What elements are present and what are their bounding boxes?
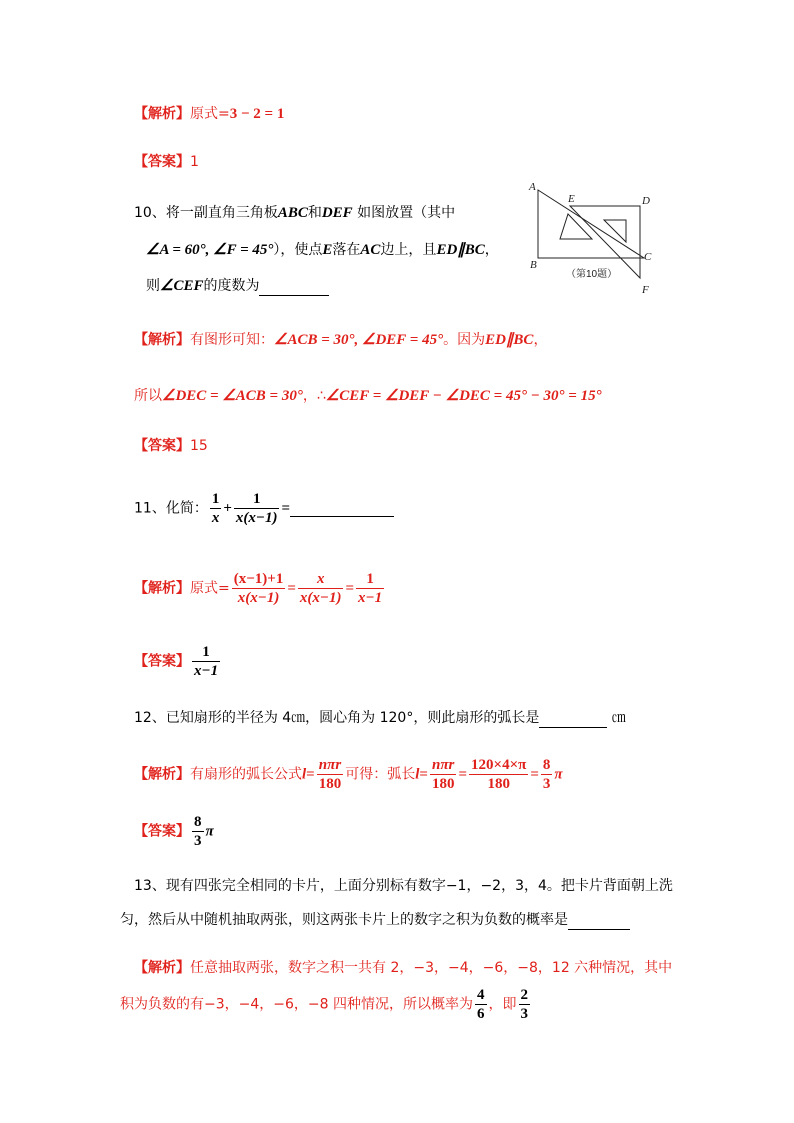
math-e: E xyxy=(322,242,333,258)
solution-9 xyxy=(134,104,284,124)
denominator: x(x−1) xyxy=(299,590,342,606)
answer-tag: 【答案】 xyxy=(134,823,190,840)
denominator: x−1 xyxy=(194,663,219,679)
answer-blank[interactable] xyxy=(539,711,607,728)
solution-text: 原式= xyxy=(190,580,230,597)
answer-10 xyxy=(134,436,208,456)
fraction xyxy=(541,756,553,793)
solution-10-line-2 xyxy=(134,386,602,406)
solution-text: 积为负数的有−3，−4，−6，−8 四种情况，所以概率为 xyxy=(120,996,473,1013)
answer-9 xyxy=(134,152,199,172)
numerator: 1 xyxy=(234,490,280,509)
math-parallel: ED∥BC xyxy=(485,332,534,348)
answer-blank[interactable] xyxy=(290,500,394,517)
answer-blank[interactable] xyxy=(259,279,329,296)
answer-tag: 【答案】 xyxy=(134,653,190,670)
fraction xyxy=(192,643,220,680)
label-b: B xyxy=(530,259,537,271)
equals-sign: = xyxy=(287,580,296,597)
math-angles: ∠A = 60°, ∠F = 45° xyxy=(146,242,274,258)
fraction xyxy=(475,986,487,1023)
solution-text: 可得：弧长 xyxy=(345,766,416,783)
denominator: x(x−1) xyxy=(235,510,278,526)
fraction xyxy=(210,490,222,527)
denominator: 180 xyxy=(431,776,455,792)
plus-sign: + xyxy=(223,500,232,517)
numerator: 8 xyxy=(194,814,202,830)
question-text: 匀，然后从中随机抽取两张，则这两张卡片上的数字之积为负数的概率是 xyxy=(120,912,568,928)
solution-tag: 【解析】 xyxy=(134,332,190,348)
numerator: nπr xyxy=(317,756,344,775)
solution-tag: 【解析】 xyxy=(134,766,190,783)
answer-blank[interactable] xyxy=(568,913,630,930)
denominator: 180 xyxy=(487,776,510,792)
solution-expression: 3 − 2 = 1 xyxy=(229,106,285,122)
figure-caption: （第10题） xyxy=(566,269,618,280)
numerator: 120×4×π xyxy=(471,757,527,773)
math-def: DEF xyxy=(321,205,353,221)
solution-13-line-2 xyxy=(120,986,532,1023)
denominator: 3 xyxy=(520,1006,528,1022)
fraction xyxy=(519,986,531,1023)
question-text: 的度数为 xyxy=(203,278,260,294)
question-text: 落在 xyxy=(332,242,361,258)
solution-tag: 【解析】 xyxy=(134,960,190,976)
math-expression: ∠DEC = ∠ACB = 30° xyxy=(162,388,303,404)
math-parallel: ED∥BC xyxy=(436,242,485,258)
solution-tag: 【解析】 xyxy=(134,106,190,122)
solution-13-line-1 xyxy=(134,958,672,978)
solution-10-line-1 xyxy=(134,330,547,350)
math-pi: π xyxy=(554,766,563,783)
question-text: 12、已知扇形的半径为 4㎝，圆心角为 120°，则此扇形的弧长是 xyxy=(134,710,540,726)
numerator: 4 xyxy=(477,987,485,1003)
solution-text: ， xyxy=(533,332,548,348)
question-text: 如图放置（其中 xyxy=(352,205,456,221)
question-text: ），使点 xyxy=(273,242,323,258)
fraction xyxy=(356,570,384,607)
solution-11 xyxy=(134,570,386,607)
question-13-line-2 xyxy=(120,910,630,930)
fraction xyxy=(298,570,344,607)
math-l: l xyxy=(415,766,420,783)
question-text: 和 xyxy=(307,205,322,221)
math-ac: AC xyxy=(360,242,381,258)
numerator: 8 xyxy=(542,757,551,773)
math-cef: ∠CEF xyxy=(160,278,204,294)
solution-text: ，∴ xyxy=(302,388,326,404)
answer-tag: 【答案】 xyxy=(134,438,190,454)
math-l: l xyxy=(302,766,307,783)
numerator: nπr xyxy=(430,756,457,775)
solution-text: 任意抽取两张，数字之积一共有 2，−3，−4，−6，−8，12 六种情况，其中 xyxy=(190,960,673,976)
question-10-line-2 xyxy=(146,240,499,260)
numerator: (x−1)+1 xyxy=(233,571,284,587)
numerator: 1 xyxy=(192,643,220,662)
solution-text: 。因为 xyxy=(443,332,486,348)
question-text: ， xyxy=(484,242,499,258)
numerator: 1 xyxy=(356,570,384,589)
solution-text: ，即 xyxy=(488,996,517,1013)
answer-tag: 【答案】 xyxy=(134,154,190,170)
label-f: F xyxy=(642,284,649,296)
numerator: 2 xyxy=(520,987,528,1003)
denominator: 3 xyxy=(194,833,202,849)
question-text: 10、将一副直角三角板 xyxy=(134,205,278,221)
equals-sign: = xyxy=(306,766,315,783)
question-11 xyxy=(134,490,394,527)
question-text: 边上，且 xyxy=(380,242,437,258)
question-13-line-1: 13、现有四张完全相同的卡片，上面分别标有数字−1，−2，3，4。把卡片背面朝上洗 xyxy=(134,878,673,894)
solution-text: 原式= xyxy=(190,106,230,122)
fraction xyxy=(232,570,286,607)
solution-text: 有图形可知： xyxy=(190,332,274,348)
numerator: x xyxy=(298,570,344,589)
denominator: x(x−1) xyxy=(237,590,280,606)
question-text: 则 xyxy=(146,278,160,294)
question-10-line-3 xyxy=(146,276,329,296)
numerator: 1 xyxy=(211,491,220,507)
question-12 xyxy=(134,708,626,728)
fraction xyxy=(430,756,457,793)
answer-12 xyxy=(134,813,214,850)
equals-sign: = xyxy=(345,580,355,597)
unit-text: ㎝ xyxy=(607,710,626,726)
label-a: A xyxy=(529,181,536,193)
equals-sign: = xyxy=(530,766,539,783)
denominator: 6 xyxy=(477,1006,485,1022)
denominator: 3 xyxy=(542,776,551,792)
math-pi: π xyxy=(205,823,214,840)
fraction xyxy=(317,756,344,793)
denominator: 180 xyxy=(318,776,342,792)
label-e: E xyxy=(568,193,575,205)
math-expression: ∠CEF = ∠DEF − ∠DEC = 45° − 30° = 15° xyxy=(325,388,602,404)
solution-12 xyxy=(134,756,563,793)
answer-value: 15 xyxy=(190,438,208,454)
fraction xyxy=(234,490,280,527)
question-10-line-1 xyxy=(134,203,455,223)
equals-sign: = xyxy=(458,766,468,783)
math-abc: ABC xyxy=(277,205,308,221)
answer-value: 1 xyxy=(190,154,199,170)
equals-sign: = xyxy=(419,766,428,783)
answer-11 xyxy=(134,643,222,680)
fraction xyxy=(469,756,528,793)
label-c: C xyxy=(644,251,652,263)
label-d: D xyxy=(642,195,650,207)
solution-text: 所以 xyxy=(134,388,162,404)
fraction xyxy=(192,813,204,850)
denominator: x xyxy=(211,510,220,526)
solution-tag: 【解析】 xyxy=(134,580,190,597)
triangle-figure xyxy=(528,180,658,296)
equals-sign: = xyxy=(281,500,291,517)
solution-text: 有扇形的弧长公式 xyxy=(190,766,302,783)
denominator: x−1 xyxy=(358,590,383,606)
question-text: 11、化简： xyxy=(134,500,208,517)
math-expression: ∠ACB = 30°, ∠DEF = 45° xyxy=(274,332,444,348)
